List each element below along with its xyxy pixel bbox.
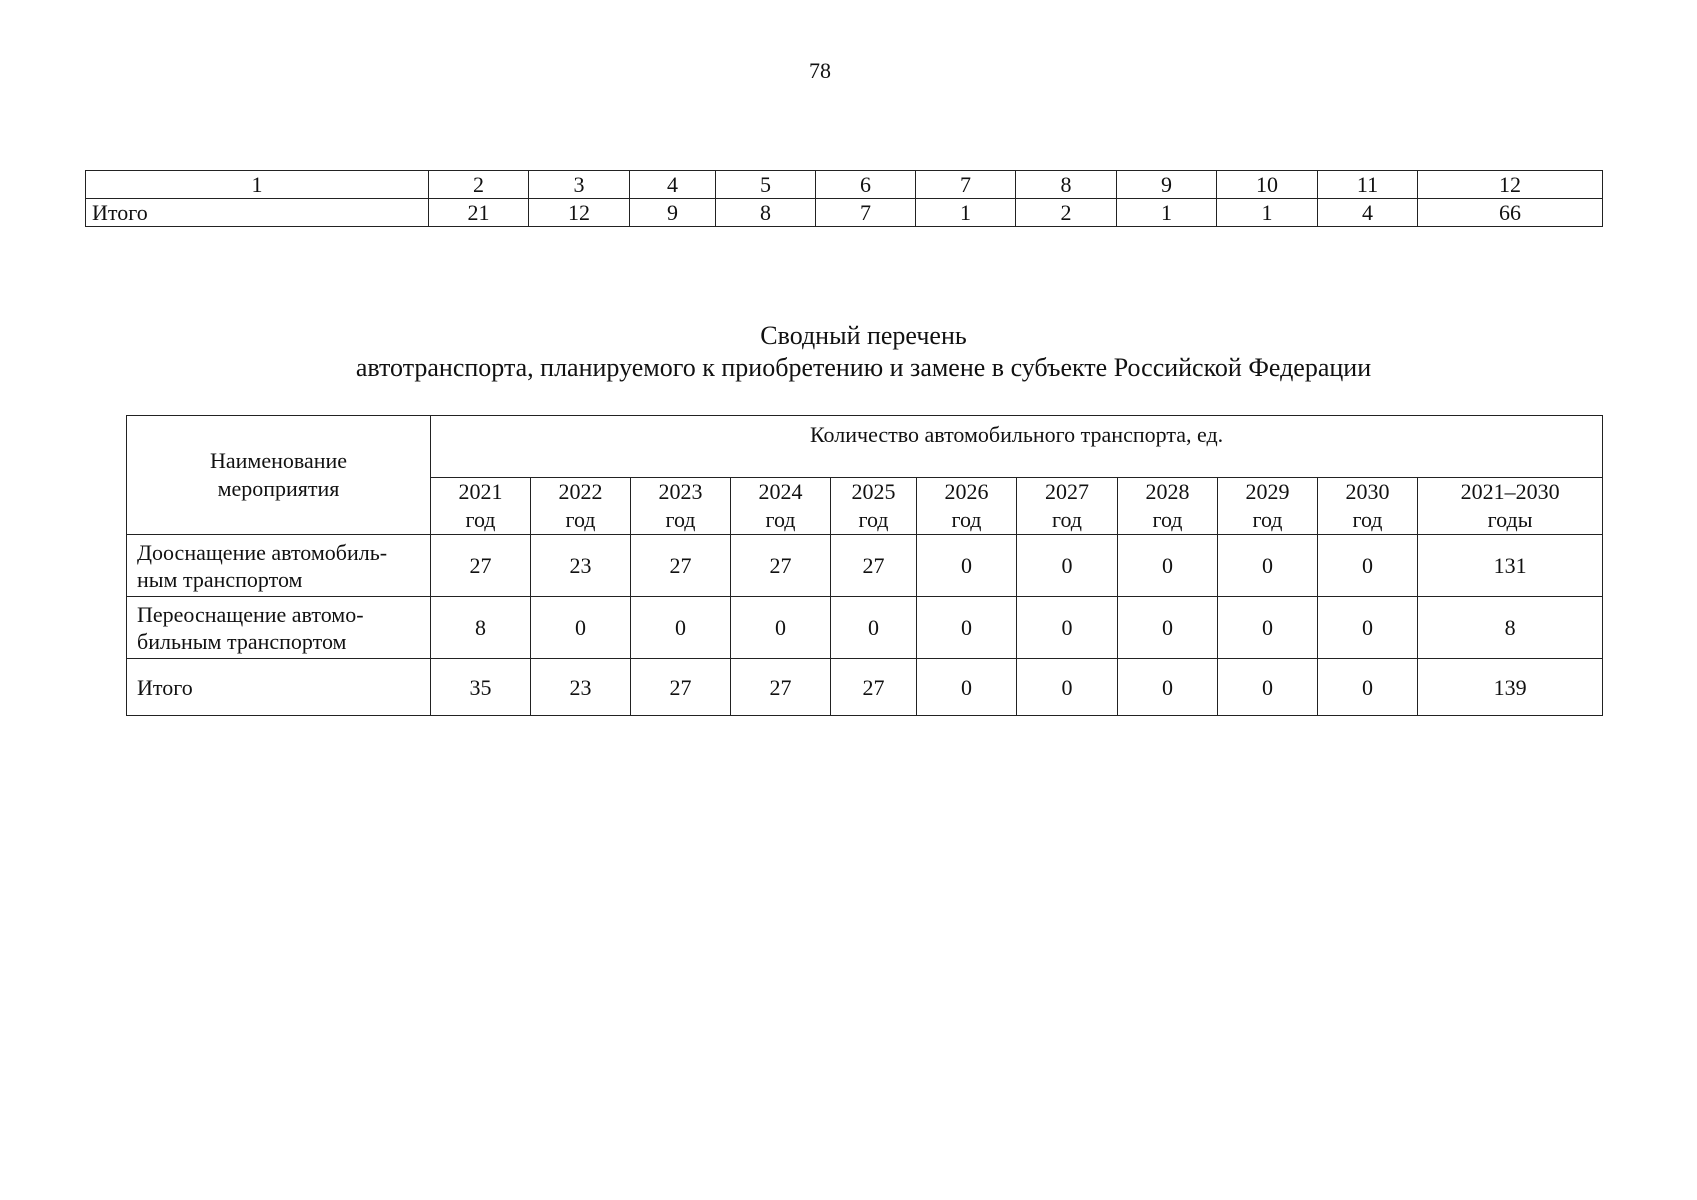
row-value: 0 xyxy=(1017,535,1118,597)
total-value: 66 xyxy=(1418,199,1603,227)
row-value: 0 xyxy=(531,597,631,659)
column-number: 10 xyxy=(1217,171,1318,199)
column-number: 8 xyxy=(1016,171,1117,199)
total-label: Итого xyxy=(86,199,429,227)
row-label xyxy=(127,535,431,597)
row-label-line1: Дооснащение автомобиль- xyxy=(137,539,388,565)
row-value: 0 xyxy=(1017,597,1118,659)
row-value-total: 131 xyxy=(1418,535,1603,597)
year-header xyxy=(531,478,631,535)
row-value: 0 xyxy=(1218,597,1318,659)
row-value: 27 xyxy=(631,659,731,716)
name-header-line1: Наименование xyxy=(209,448,348,473)
column-number: 5 xyxy=(716,171,816,199)
total-value: 9 xyxy=(630,199,716,227)
year-label: 2025 xyxy=(851,479,896,504)
row-value: 27 xyxy=(831,659,917,716)
row-value: 0 xyxy=(917,597,1017,659)
page-number: 78 xyxy=(809,58,831,83)
year-header-total xyxy=(1418,478,1603,535)
row-value: 0 xyxy=(1218,535,1318,597)
total-value: 21 xyxy=(429,199,529,227)
year-header xyxy=(831,478,917,535)
year-header xyxy=(1118,478,1218,535)
column-number: 6 xyxy=(816,171,916,199)
year-label: 2027 xyxy=(1045,479,1089,504)
year-unit: год xyxy=(1352,507,1383,532)
column-number: 1 xyxy=(86,171,429,199)
total-value: 2 xyxy=(1016,199,1117,227)
year-label: 2028 xyxy=(1145,479,1190,504)
row-value: 0 xyxy=(1318,659,1418,716)
continuation-table xyxy=(85,170,1603,227)
row-label-line2: ным транспортом xyxy=(137,566,303,592)
year-header xyxy=(431,478,531,535)
table-row-doosnashchenie xyxy=(127,535,1603,597)
total-row xyxy=(86,199,1603,227)
year-header xyxy=(1318,478,1418,535)
year-header xyxy=(917,478,1017,535)
row-value: 0 xyxy=(1118,535,1218,597)
column-number: 2 xyxy=(429,171,529,199)
row-value: 0 xyxy=(1218,659,1318,716)
total-value: 4 xyxy=(1318,199,1418,227)
row-value: 0 xyxy=(1118,597,1218,659)
year-label: 2026 xyxy=(944,479,989,504)
total-value: 1 xyxy=(1117,199,1217,227)
row-value-total: 139 xyxy=(1418,659,1603,716)
quantity-group-header: Количество автомобильного транспорта, ед. xyxy=(431,416,1603,478)
row-value: 0 xyxy=(631,597,731,659)
total-value: 1 xyxy=(916,199,1016,227)
year-header xyxy=(1017,478,1118,535)
row-value: 35 xyxy=(431,659,531,716)
row-value: 0 xyxy=(917,535,1017,597)
header-row xyxy=(127,416,1603,478)
row-value: 27 xyxy=(731,535,831,597)
column-number: 11 xyxy=(1318,171,1418,199)
column-number-row xyxy=(86,171,1603,199)
row-value-total: 8 xyxy=(1418,597,1603,659)
row-value: 0 xyxy=(831,597,917,659)
total-value: 12 xyxy=(529,199,630,227)
row-label-line2: бильным транспортом xyxy=(137,628,347,654)
year-label: 2024 xyxy=(758,479,803,504)
year-unit: год xyxy=(765,507,796,532)
row-value: 0 xyxy=(1118,659,1218,716)
year-label: 2030 xyxy=(1345,479,1390,504)
row-value: 0 xyxy=(1318,535,1418,597)
year-unit: год xyxy=(1051,507,1083,532)
name-header-line2: мероприятия xyxy=(217,476,340,501)
row-label xyxy=(127,597,431,659)
year-unit: год xyxy=(858,507,889,532)
row-value: 0 xyxy=(1318,597,1418,659)
year-unit: год xyxy=(665,507,696,532)
total-value: 7 xyxy=(816,199,916,227)
summary-title xyxy=(0,320,1697,384)
summary-title-line2: автотранспорта, планируемого к приобретению и замене в субъекте Российской Федерации xyxy=(355,353,1372,382)
table-row-pereosnashchenie xyxy=(127,597,1603,659)
row-value: 23 xyxy=(531,535,631,597)
row-value: 27 xyxy=(731,659,831,716)
summary-title-line1: Сводный перечень xyxy=(760,321,967,350)
table-row-itogo xyxy=(127,659,1603,716)
year-unit: годы xyxy=(1487,507,1533,532)
column-number: 12 xyxy=(1418,171,1603,199)
total-value: 8 xyxy=(716,199,816,227)
year-label: 2021–2030 xyxy=(1460,479,1560,504)
year-header xyxy=(1218,478,1318,535)
year-header xyxy=(631,478,731,535)
name-column-header xyxy=(127,416,431,535)
year-header xyxy=(731,478,831,535)
column-number: 4 xyxy=(630,171,716,199)
column-number: 7 xyxy=(916,171,1016,199)
year-label: 2029 xyxy=(1245,479,1290,504)
year-label: 2023 xyxy=(658,479,703,504)
year-unit: год xyxy=(565,507,596,532)
year-label: 2022 xyxy=(558,479,603,504)
row-value: 27 xyxy=(431,535,531,597)
row-value: 8 xyxy=(431,597,531,659)
row-label: Итого xyxy=(127,659,431,716)
year-unit: год xyxy=(465,507,496,532)
row-value: 23 xyxy=(531,659,631,716)
row-label-line1: Переоснащение автомо- xyxy=(137,601,364,627)
row-value: 0 xyxy=(731,597,831,659)
year-unit: год xyxy=(951,507,982,532)
row-value: 0 xyxy=(917,659,1017,716)
year-unit: год xyxy=(1252,507,1283,532)
row-value: 27 xyxy=(631,535,731,597)
column-number: 3 xyxy=(529,171,630,199)
row-value: 0 xyxy=(1017,659,1118,716)
year-unit: год xyxy=(1152,507,1183,532)
column-number: 9 xyxy=(1117,171,1217,199)
total-value: 1 xyxy=(1217,199,1318,227)
year-label: 2021 xyxy=(458,479,503,504)
row-value: 27 xyxy=(831,535,917,597)
summary-table xyxy=(126,415,1603,716)
